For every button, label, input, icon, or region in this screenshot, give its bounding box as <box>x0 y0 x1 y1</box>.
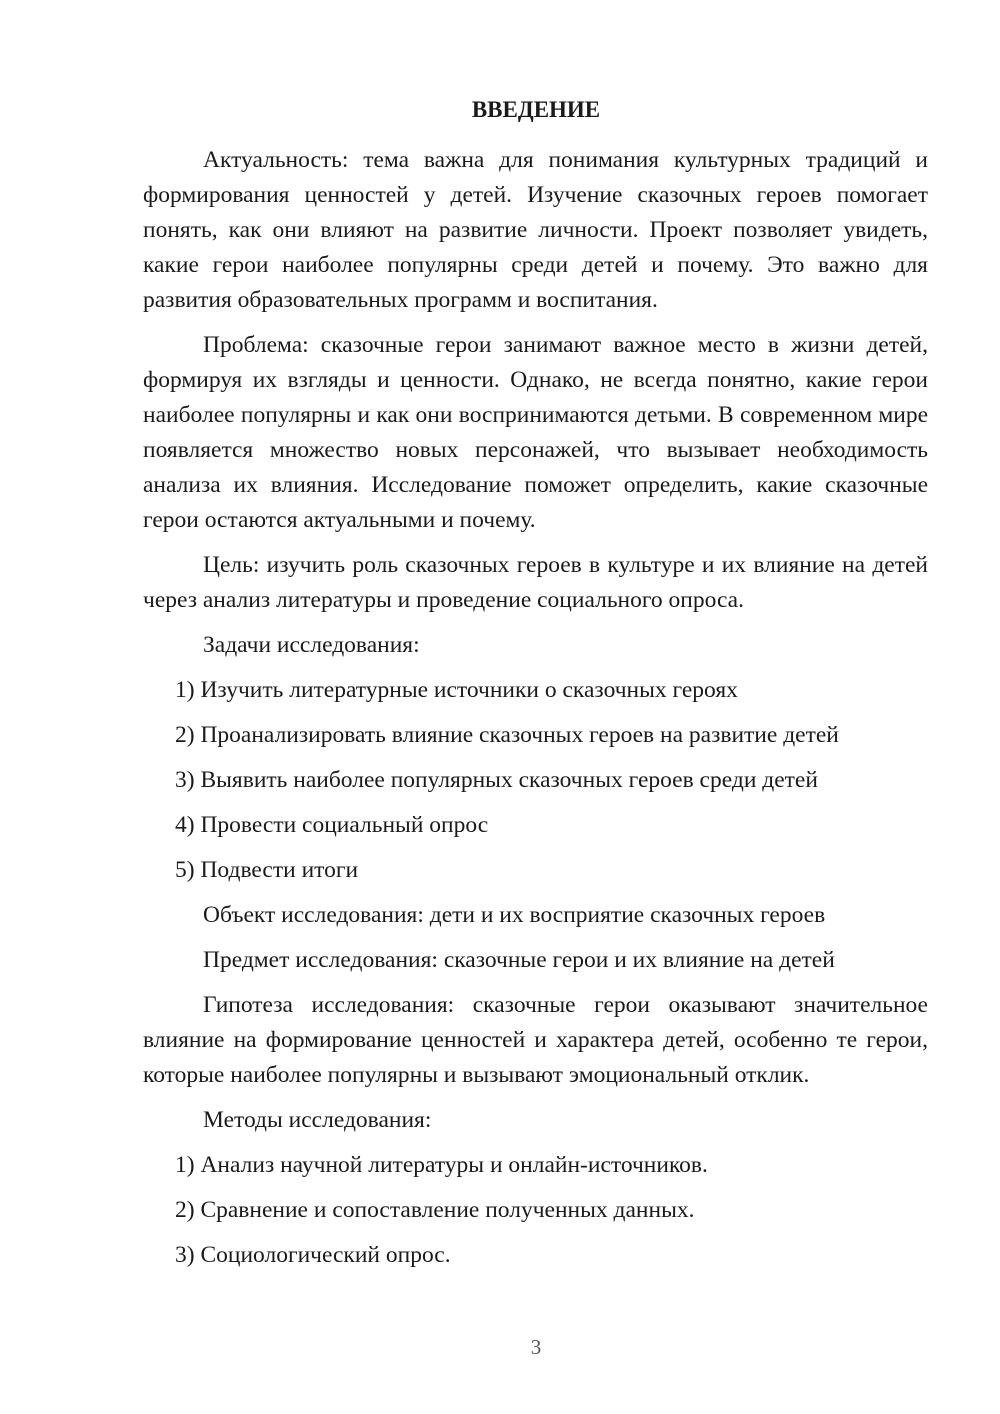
paragraph-problem: Проблема: сказочные герои занимают важное место в жизни детей, формируя их взгляды и ценности. Однако, не всегда понятно, какие герои наиболее популярны и как они воспринимаются детьми. В современном мире появляется множество новых персонажей, что вызывает необходимость анализа их влияния. Исследование поможет определить, какие сказочные герои остаются актуальными и почему. <box>143 332 928 533</box>
list-item: 2) Сравнение и сопоставление полученных данных. <box>175 1197 695 1223</box>
list-item: 3) Социологический опрос. <box>175 1242 451 1268</box>
paragraph-subject: Предмет исследования: сказочные герои и их влияние на детей <box>203 947 835 973</box>
paragraph-object: Объект исследования: дети и их восприятие сказочных героев <box>203 902 826 928</box>
section-title: ВВЕДЕНИЕ <box>471 97 601 122</box>
list-item: 2) Проанализировать влияние сказочных героев на развитие детей <box>175 722 839 748</box>
paragraph-hypothesis: Гипотеза исследования: сказочные герои оказывают значительное влияние на формирование ценностей и характера детей, особенно те герои, которые наиболее популярны и вызывают эмоциональный отклик. <box>143 992 928 1088</box>
list-item: 1) Анализ научной литературы и онлайн-источников. <box>175 1152 708 1178</box>
list-item: 3) Выявить наиболее популярных сказочных героев среди детей <box>175 767 818 793</box>
tasks-heading: Задачи исследования: <box>203 632 420 658</box>
paragraph-goal: Цель: изучить роль сказочных героев в культуре и их влияние на детей через анализ литературы и проведение социального опроса. <box>143 552 928 613</box>
list-item: 1) Изучить литературные источники о сказочных героях <box>175 677 738 703</box>
paragraph-relevance: Актуальность: тема важна для понимания культурных традиций и формирования ценностей у детей. Изучение сказочных героев помогает понять, как они влияют на развитие личности. Проект позволяет увидеть, какие герои наиболее популярны среди детей и почему. Это важно для развития образовательных программ и воспитания. <box>143 147 928 313</box>
document-body <box>143 143 928 1283</box>
methods-list <box>143 1148 928 1273</box>
methods-heading: Методы исследования: <box>203 1107 432 1133</box>
page-number: 3 <box>530 1335 542 1359</box>
tasks-list <box>143 673 928 888</box>
list-item: 4) Провести социальный опрос <box>175 812 489 838</box>
list-item: 5) Подвести итоги <box>175 857 359 883</box>
